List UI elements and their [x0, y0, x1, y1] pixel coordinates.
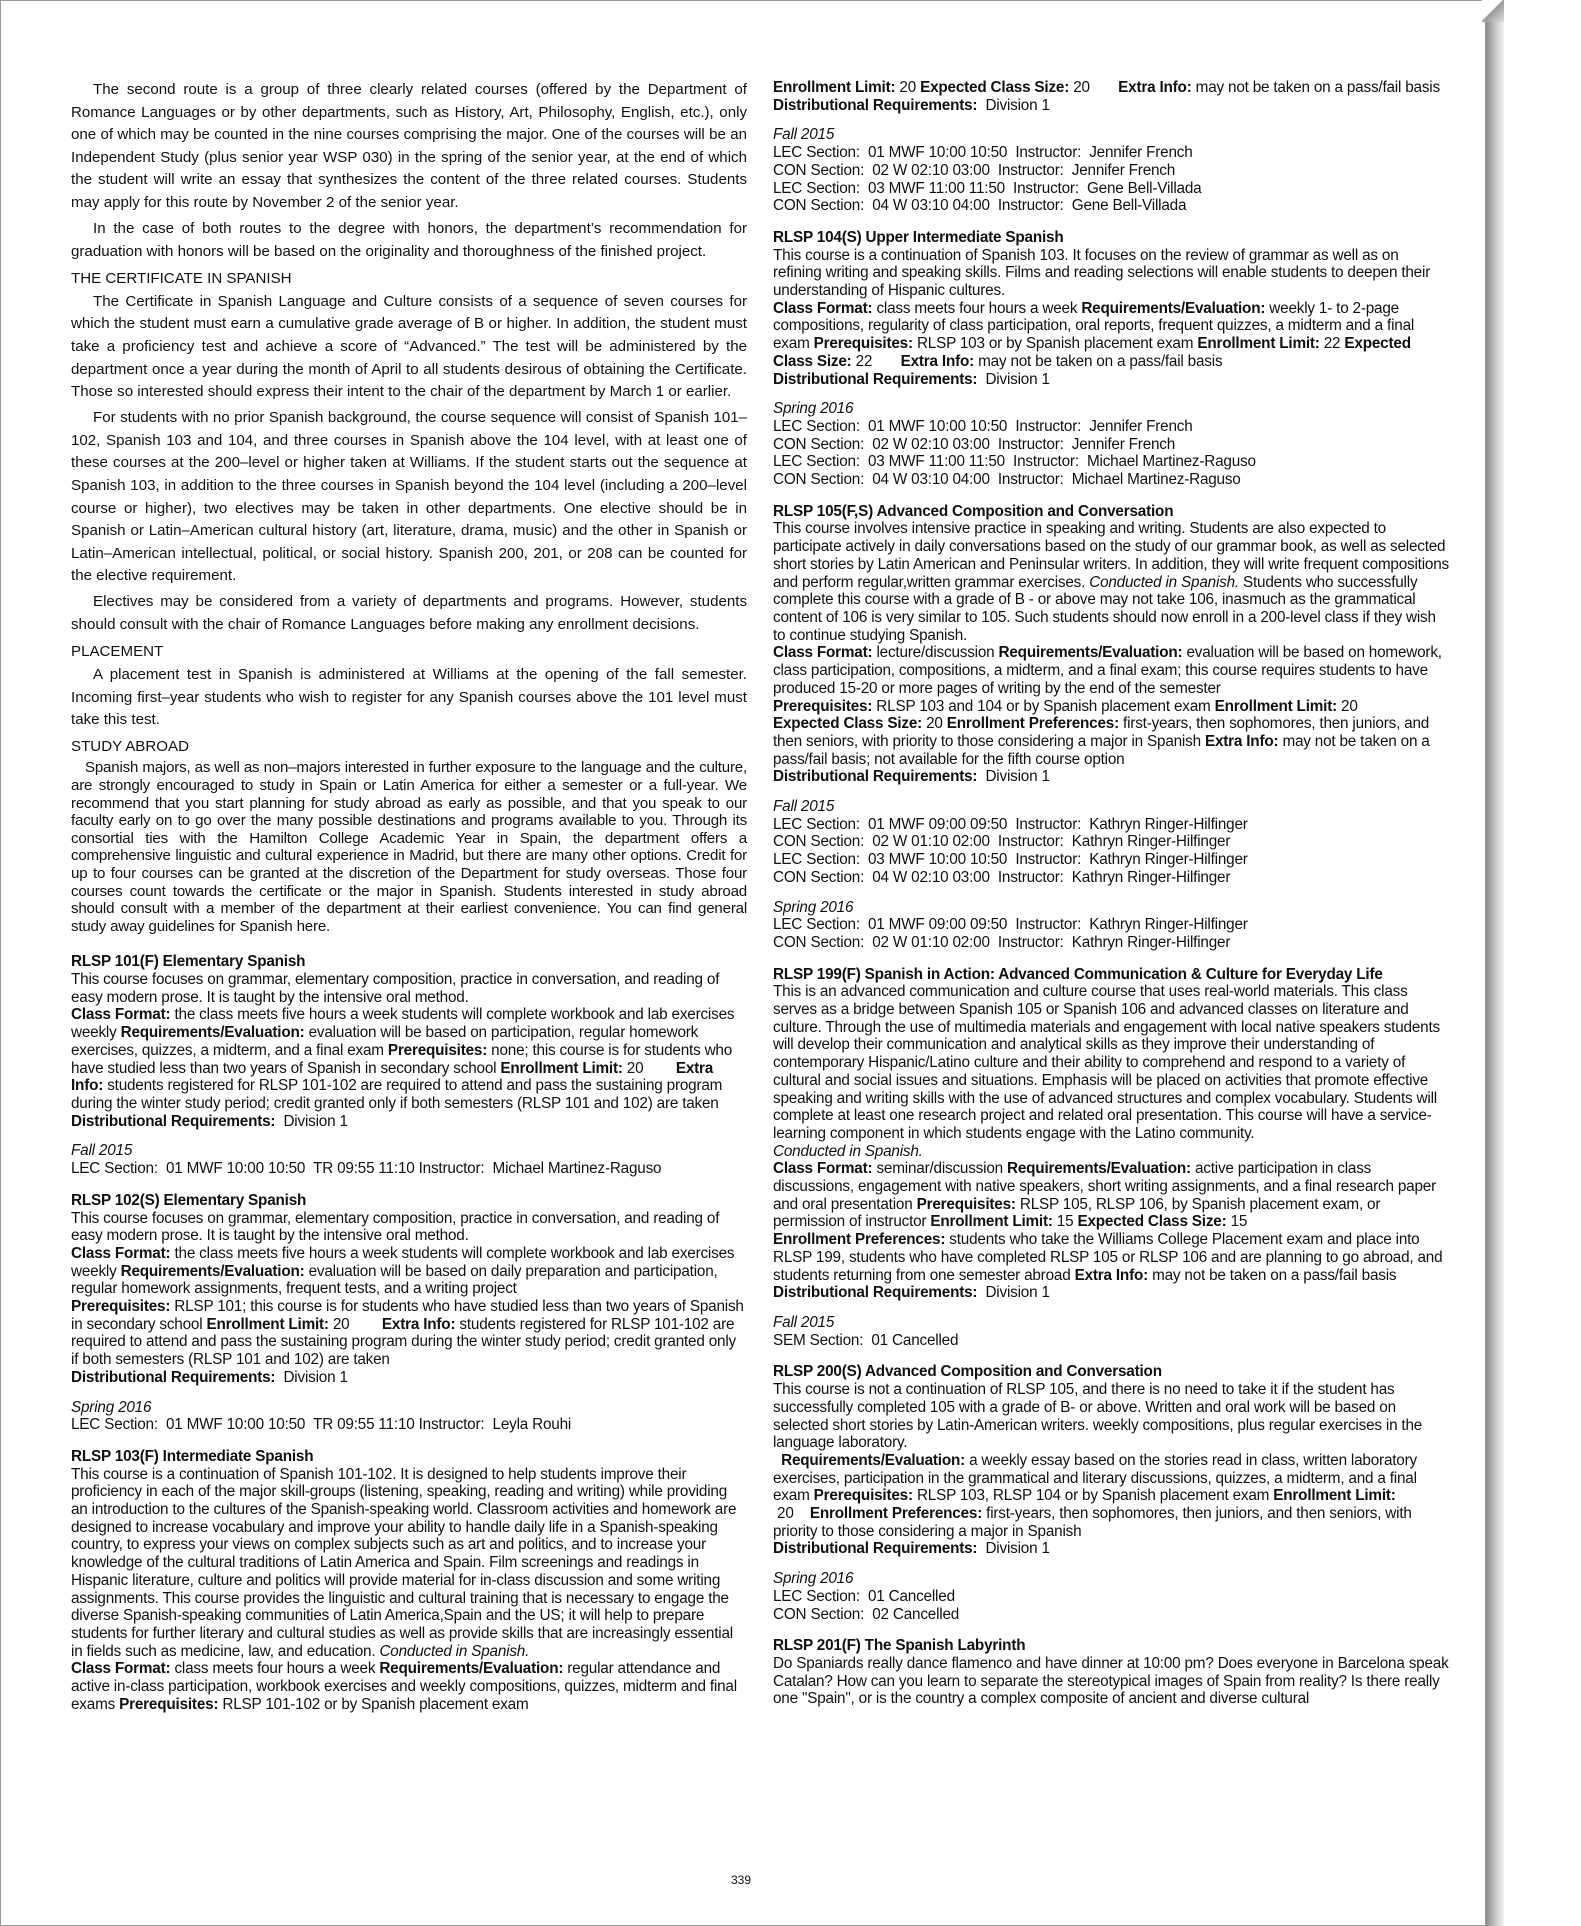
section-line: LEC Section: 01 MWF 09:00 09:50 Instructor: Kathryn Ringer-Hilfinger: [773, 916, 1248, 934]
label-requirements: Requirements/Evaluation:: [379, 1660, 564, 1678]
course-rlsp-103: [71, 1448, 747, 1714]
course-details: [71, 1210, 747, 1387]
value-prerequisites: RLSP 103, RLSP 104 or by Spanish placement exam: [912, 1487, 1274, 1505]
course-details: [773, 520, 1449, 786]
label-distributional: Distributional Requirements:: [773, 96, 978, 114]
value-prerequisites: RLSP 103 and 104 or by Spanish placement exam: [872, 697, 1215, 715]
label-distributional: Distributional Requirements:: [773, 1284, 978, 1302]
label-requirements: Requirements/Evaluation:: [998, 644, 1183, 662]
label-class-format: Class Format:: [71, 1244, 171, 1262]
label-extra-info: Extra Info:: [1118, 79, 1192, 96]
conducted-in-spanish: Conducted in Spanish.: [1089, 573, 1239, 591]
term-label: Fall 2015: [773, 1314, 835, 1331]
course-description: This course is not a continuation of RLSP 105, and there is no need to take it if the student has successfully completed 105 with a grade of B- or above. Written and oral work will be based on selected short stories by Latin-American writers. weekly compositions, plus regular exercises in the language laboratory.: [773, 1381, 1423, 1452]
value-expected-class-size: 15: [1226, 1213, 1248, 1231]
section-line: CON Section: 02 W 02:10 03:00 Instructor: Jennifer French: [773, 435, 1176, 453]
term-label: Spring 2016: [71, 1398, 152, 1416]
label-extra-info: Extra Info:: [1204, 732, 1279, 750]
section-line: LEC Section: 03 MWF 11:00 11:50 Instructor: Gene Bell-Villada: [773, 179, 1202, 197]
term-label: Fall 2015: [773, 798, 835, 816]
label-expected-class-size: Expected Class Size:: [773, 335, 1411, 370]
label-prerequisites: Prerequisites:: [916, 1195, 1016, 1213]
label-distributional: Distributional Requirements:: [773, 1540, 978, 1558]
label-prerequisites: Prerequisites:: [813, 335, 913, 353]
section-line: SEM Section: 01 Cancelled: [773, 1331, 959, 1349]
value-class-format: lecture/discussion: [872, 644, 999, 662]
value-class-format: the class meets five hours a week students will complete workbook and lab exercises weekly: [71, 1244, 735, 1280]
label-distributional: Distributional Requirements:: [71, 1368, 276, 1386]
value-requirements: a weekly essay based on the stories read in class, written laboratory exercises, participation in the grammatical and literary discussions, quizzes, a midterm, and a final exam: [773, 1451, 1417, 1505]
section-line: CON Section: 02 W 01:10 02:00 Instructor: Kathryn Ringer-Hilfinger: [773, 833, 1231, 851]
value-prerequisites: none; this course is for students who have studied less than two years of Spanish in secondary school: [71, 1041, 733, 1077]
course-details: [773, 1381, 1449, 1558]
course-details: [773, 983, 1449, 1302]
value-class-format: the class meets five hours a week students will complete workbook and lab exercises weekly: [71, 1006, 735, 1042]
course-rlsp-103-continued: [773, 79, 1449, 215]
label-requirements: Requirements/Evaluation:: [1081, 299, 1266, 317]
section-line: CON Section: 02 W 01:10 02:00 Instructor: Kathryn Ringer-Hilfinger: [773, 933, 1231, 951]
course-details: [773, 247, 1449, 389]
section-line: LEC Section: 01 MWF 09:00 09:50 Instructor: Kathryn Ringer-Hilfinger: [773, 815, 1248, 833]
value-class-format: seminar/discussion: [872, 1160, 1007, 1178]
value-enrollment-limit: 20: [328, 1315, 382, 1333]
course-title: RLSP 201(F) The Spanish Labyrinth: [773, 1637, 1026, 1655]
page-number: 339: [731, 1873, 752, 1887]
value-enrollment-limit: 15: [1052, 1213, 1078, 1231]
term-label: Spring 2016: [773, 400, 854, 418]
label-enrollment-limit: Enrollment Limit:: [1273, 1487, 1396, 1505]
label-distributional: Distributional Requirements:: [773, 768, 978, 786]
value-distributional: Division 1: [977, 1540, 1050, 1558]
label-class-format: Class Format:: [773, 1160, 873, 1178]
course-description: Do Spaniards really dance flamenco and have dinner at 10:00 pm? Does everyone in Barcelona speak Catalan? How can you learn to separate the stereotypical images of Spain from reality? Is there really one "Spain", or is the country a complex composite of ancient and diverse cultural: [773, 1654, 1449, 1708]
course-details: [773, 79, 1449, 114]
value-prerequisites: RLSP 101; this course is for students who have studied less than two years of Spanish in secondary school: [71, 1298, 744, 1333]
label-enrollment-preferences: Enrollment Preferences:: [809, 1505, 983, 1523]
course-title: RLSP 105(F,S) Advanced Composition and Conversation: [773, 502, 1174, 520]
label-prerequisites: Prerequisites:: [813, 1487, 913, 1505]
label-class-format: Class Format:: [773, 299, 873, 317]
certificate-paragraph-3: Electives may be considered from a variety of departments and programs. However, students should consult with the chair of Romance Languages before making any enrollment decisions.: [71, 593, 747, 634]
conducted-in-spanish: Conducted in Spanish.: [773, 1142, 923, 1160]
course-details: [71, 971, 747, 1130]
label-distributional: Distributional Requirements:: [773, 370, 978, 388]
label-extra-info: Extra Info:: [381, 1315, 456, 1333]
value-distributional: Division 1: [275, 1368, 348, 1386]
study-abroad-heading: STUDY ABROAD: [71, 738, 189, 756]
value-enrollment-preferences: first-years, then sophomores, then juniors, and then seniors, with priority to those considering a major in Spanish: [773, 1505, 1412, 1540]
label-prerequisites: Prerequisites:: [71, 1298, 171, 1316]
label-enrollment-preferences: Enrollment Preferences:: [946, 715, 1119, 733]
section-line: CON Section: 04 W 03:10 04:00 Instructor: Gene Bell-Villada: [773, 197, 1187, 215]
course-title: RLSP 200(S) Advanced Composition and Conversation: [773, 1363, 1162, 1381]
value-enrollment-limit: 22: [1319, 335, 1345, 353]
label-prerequisites: Prerequisites:: [773, 697, 873, 715]
value-requirements: evaluation will be based on daily preparation and participation, regular homework assignments, frequent tests, and a writing project: [71, 1262, 718, 1298]
label-expected-class-size: Expected Class Size:: [773, 715, 923, 733]
value-requirements: evaluation will be based on participation, regular homework exercises, quizzes, a midterm, and a final exam: [71, 1024, 699, 1059]
honors-route-paragraph: The second route is a group of three clearly related courses (offered by the Department of Romance Languages or by other departments, such as History, Art, Philosophy, English, etc.), only one of which may be counted in the nine courses comprising the major. One of the courses will be an Independent Study (plus senior year WSP 030) in the spring of the senior year, at the end of which the student will write an essay that synthesizes the content of the three related courses. Students may apply for this route by November 2 of the senior year.: [71, 81, 747, 211]
conducted-in-spanish: Conducted in Spanish.: [379, 1642, 530, 1660]
label-expected-class-size: Expected Class Size:: [1077, 1213, 1227, 1231]
course-description: This is an advanced communication and culture course that uses real-world materials. This class serves as a bridge between Spanish 105 or Spanish 106 and advanced classes on literature and culture. Through the use of multimedia materials and engagement with local native speakers students will develop their communication and analytical skills as they improve their understanding of contemporary Hispanic/Latino culture and their ability to comprehend and respond to a variety of cultural and social issues and situations. Emphasis will be placed on activities that promote effective speaking and writing skills with the use of advanced structures and complex vocabulary. Students will complete at least one research project and related oral presentation. This course will have a service-learning component in which students engage with the Latino community.: [773, 983, 1440, 1142]
label-requirements: Requirements/Evaluation:: [781, 1451, 966, 1469]
term-label: Fall 2015: [71, 1142, 133, 1160]
course-rlsp-201: [773, 1637, 1449, 1708]
label-requirements: Requirements/Evaluation:: [120, 1024, 305, 1042]
course-description: This course focuses on grammar, elementary composition, practice in conversation, and reading of easy modern prose. It is taught by the intensive oral method.: [71, 971, 720, 1006]
value-class-format: class meets four hours a week: [872, 299, 1082, 317]
term-label: Spring 2016: [773, 1570, 854, 1588]
certificate-paragraph-2: For students with no prior Spanish background, the course sequence will consist of Spanish 101–102, Spanish 103 and 104, and three courses in Spanish above the 104 level, with at least one of these courses at the 200–level or higher taken at Williams. If the student starts out the sequence at Spanish 103, in addition to the three courses in Spanish beyond the 104 level (including a 200–level course or higher), two electives may be taken in other departments. One elective should be in Spanish or Latin–American cultural history (art, literature, drama, music) and the other in Spanish or Latin–American intellectual, political, or social history. Spanish 200, 201, or 208 can be counted for the elective requirement.: [71, 409, 747, 585]
page-curl: [1482, 0, 1504, 22]
section-line: LEC Section: 01 Cancelled: [773, 1587, 955, 1605]
value-prerequisites: RLSP 105, RLSP 106, by Spanish placement exam, or permission of instructor: [773, 1195, 1381, 1231]
course-description: This course involves intensive practice in speaking and writing. Students are also expected to participate actively in daily conversations based on the study of our grammar book, as well as selected short stories by Latin American and Peninsular writers. In addition, they will write frequent compositions and perform regular,written grammar exercises.: [773, 520, 1449, 591]
value-enrollment-limit: 20: [895, 79, 921, 96]
value-extra-info: may not be taken on a pass/fail basis: [1191, 79, 1440, 96]
course-title: RLSP 103(F) Intermediate Spanish: [71, 1447, 314, 1465]
right-column: [773, 79, 1449, 1722]
value-distributional: Division 1: [977, 1284, 1050, 1302]
label-enrollment-limit: Enrollment Limit:: [773, 79, 896, 96]
page-edge-shadow: [1486, 6, 1504, 1926]
value-extra-info: may not be taken on a pass/fail basis: [1148, 1266, 1397, 1284]
section-line: LEC Section: 01 MWF 10:00 10:50 TR 09:55 11:10 Instructor: Leyla Rouhi: [71, 1416, 572, 1434]
course-rlsp-105: [773, 503, 1449, 952]
value-extra-info: may not be taken on a pass/fail basis: [974, 352, 1223, 370]
value-class-format: class meets four hours a week: [170, 1660, 380, 1678]
section-line: CON Section: 04 W 03:10 04:00 Instructor: Michael Martinez-Raguso: [773, 471, 1241, 489]
course-title: RLSP 199(F) Spanish in Action: Advanced Communication & Culture for Everyday Life: [773, 965, 1383, 983]
left-column: [71, 79, 747, 1728]
course-description: This course is a continuation of Spanish 103. It focuses on the review of grammar as well as on refining writing and speaking skills. Films and reading selections will enable students to deepen their understanding of Hispanic cultures.: [773, 246, 1431, 300]
value-distributional: Division 1: [977, 96, 1050, 114]
value-requirements: weekly 1- to 2-page compositions, regularity of class participation, oral reports, frequent quizzes, a midterm and a final exam: [773, 299, 1415, 353]
course-rlsp-102: [71, 1192, 747, 1434]
label-enrollment-limit: Enrollment Limit:: [1197, 335, 1320, 353]
value-enrollment-limit: 20: [773, 1505, 810, 1523]
section-line: LEC Section: 01 MWF 10:00 10:50 Instructor: Jennifer French: [773, 417, 1193, 435]
label-enrollment-limit: Enrollment Limit:: [500, 1059, 623, 1077]
certificate-heading: THE CERTIFICATE IN SPANISH: [71, 269, 292, 287]
section-line: CON Section: 02 Cancelled: [773, 1605, 960, 1623]
certificate-paragraph-1: The Certificate in Spanish Language and Culture consists of a sequence of seven courses for which the student must earn a cumulative grade average of B or higher. In addition, the student must take a proficiency test and achieve a score of “Advanced.” The test will be administered by the department once a year during the month of April to all students desirous of obtaining the Certificate. Those so interested should express their intent to the chair of the department by March 1 or earlier.: [71, 292, 747, 401]
label-prerequisites: Prerequisites:: [387, 1041, 488, 1059]
course-description: This course focuses on grammar, elementary composition, practice in conversation, and reading of easy modern prose. It is taught by the intensive oral method.: [71, 1209, 720, 1245]
label-enrollment-preferences: Enrollment Preferences:: [773, 1231, 946, 1249]
value-enrollment-preferences: first-years, then sophomores, then juniors, and then seniors, with priority to those considering a major in Spanish: [773, 715, 1430, 750]
value-distributional: Division 1: [977, 370, 1050, 388]
value-enrollment-limit: 20: [622, 1059, 676, 1077]
value-requirements: active participation in class discussions, engagement with native speakers, short writing assignments, and a final research paper and oral presentation: [773, 1160, 1436, 1213]
course-rlsp-199: [773, 966, 1449, 1350]
value-enrollment-preferences: students who take the Williams College Placement exam and place into RLSP 199, students who have completed RLSP 105 or RLSP 106 and are planning to go abroad, and students returning from one semester abroad: [773, 1231, 1443, 1284]
value-expected-class-size: 22: [851, 352, 901, 370]
value-expected-class-size: 20: [1069, 79, 1119, 96]
value-distributional: Division 1: [977, 768, 1050, 786]
value-distributional: Division 1: [275, 1112, 348, 1130]
course-details: [71, 1466, 747, 1714]
course-description-cont: Students who successfully complete this course with a grade of B - or above may not take 106, inasmuch as the grammatical content of 106 is very similar to 105. Such students should now enroll in a 200-level class if they wish to continue studying Spanish.: [773, 573, 1436, 644]
course-rlsp-104: [773, 229, 1449, 489]
value-extra-info: may not be taken on a pass/fail basis; not available for the fifth course option: [773, 732, 1430, 768]
label-extra-info: Extra Info:: [1074, 1266, 1149, 1284]
label-class-format: Class Format:: [71, 1006, 171, 1024]
term-label: Fall 2015: [773, 126, 835, 144]
value-enrollment-limit: 20: [1336, 697, 1362, 715]
label-extra-info: Extra Info:: [900, 352, 975, 370]
label-distributional: Distributional Requirements:: [71, 1112, 276, 1130]
label-expected-class-size: Expected Class Size:: [920, 79, 1070, 96]
course-title: RLSP 102(S) Elementary Spanish: [71, 1191, 307, 1209]
section-line: LEC Section: 03 MWF 10:00 10:50 Instructor: Kathryn Ringer-Hilfinger: [773, 851, 1248, 869]
label-prerequisites: Prerequisites:: [119, 1695, 219, 1713]
value-prerequisites: RLSP 101-102 or by Spanish placement exam: [218, 1695, 529, 1713]
label-enrollment-limit: Enrollment Limit:: [1214, 697, 1337, 715]
course-title: RLSP 104(S) Upper Intermediate Spanish: [773, 228, 1064, 246]
label-enrollment-limit: Enrollment Limit:: [930, 1213, 1053, 1231]
placement-paragraph: A placement test in Spanish is administered at Williams at the opening of the fall semester. Incoming first–year students who wish to register for any Spanish courses above the 101 level must take this test.: [71, 666, 747, 729]
section-line: CON Section: 04 W 02:10 03:00 Instructor: Kathryn Ringer-Hilfinger: [773, 868, 1231, 886]
honors-recommendation-paragraph: In the case of both routes to the degree with honors, the department’s recommendation for graduation with honors will be based on the originality and thoroughness of the finished project.: [71, 220, 747, 260]
section-line: LEC Section: 03 MWF 11:00 11:50 Instructor: Michael Martinez-Raguso: [773, 453, 1256, 471]
label-extra-info: Extra Info:: [71, 1059, 714, 1095]
section-line: LEC Section: 01 MWF 10:00 10:50 TR 09:55 11:10 Instructor: Michael Martinez-Raguso: [71, 1160, 662, 1178]
value-expected-class-size: 20: [922, 715, 947, 733]
value-extra-info: students registered for RLSP 101-102 are required to attend and pass the sustaining program during the winter study period; credit granted only if both semesters (RLSP 101 and 102) are taken: [71, 1077, 723, 1112]
value-prerequisites: RLSP 103 or by Spanish placement exam: [912, 335, 1198, 353]
placement-heading: PLACEMENT: [71, 643, 164, 661]
value-extra-info: students registered for RLSP 101-102 are required to attend and pass the sustaining program during the winter study period; credit granted only if both semesters (RLSP 101 and 102) are taken: [71, 1315, 736, 1369]
course-rlsp-101: [71, 953, 747, 1177]
label-requirements: Requirements/Evaluation:: [1007, 1160, 1191, 1178]
course-title: RLSP 101(F) Elementary Spanish: [71, 953, 306, 971]
section-line: CON Section: 02 W 02:10 03:00 Instructor: Jennifer French: [773, 161, 1176, 179]
course-description: This course is a continuation of Spanish 101-102. It is designed to help students improve their proficiency in each of the major skill-groups (listening, speaking, reading and writing) while providing an introduction to the cultures of the Spanish-speaking world. Classroom activities and homework are designed to increase vocabulary and improve your ability to handle daily life in a Spanish-speaking country, to express your views on complex subjects such as art and politics, and to increase your knowledge of the cultural traditions of Latin America and Spain. Film screenings and readings in Hispanic literature, culture and politics will provide material for in-class discussion and some writing assignments. This course provides the linguistic and cultural training that is necessary to engage the diverse Spanish-speaking communities of Latin America,Spain and the US; it will help to prepare students for further literary and cultural studies as well as provide skills that are increasingly essential in fields such as medicine, law, and education.: [71, 1465, 737, 1660]
label-enrollment-limit: Enrollment Limit:: [206, 1315, 329, 1333]
label-class-format: Class Format:: [71, 1660, 171, 1678]
value-requirements: evaluation will be based on homework, class participation, compositions, a midterm, and a final exam; this course requires students to have produced 15-20 or more pages of writing by the end of the semester: [773, 644, 1442, 697]
label-requirements: Requirements/Evaluation:: [120, 1262, 305, 1280]
term-label: Spring 2016: [773, 898, 854, 916]
section-line: LEC Section: 01 MWF 10:00 10:50 Instructor: Jennifer French: [773, 144, 1193, 162]
value-requirements: regular attendance and active in-class participation, workbook exercises and weekly compositions, quizzes, midterm and final exams: [71, 1660, 737, 1713]
label-class-format: Class Format:: [773, 644, 873, 662]
study-abroad-paragraph: Spanish majors, as well as non–majors interested in further exposure to the language and the culture, are strongly encouraged to study in Spain or Latin America for either a semester or a full-year. We recommend that you start planning for study abroad as early as possible, and that you speak to our faculty early on to go over the many possible destinations and programs available to you. Through its consortial ties with the Hamilton College Academic Year in Spain, the department offers a comprehensive linguistic and cultural experience in Madrid, but there are many other options. Credit for up to four courses can be granted at the discretion of the Department for study overseas. Those four courses count towards the certificate or the major in Spanish. Students interested in study abroad should consult with a member of the department at their earliest convenience. You can find general study away guidelines for Spanish here.: [71, 759, 747, 935]
course-rlsp-200: [773, 1363, 1449, 1623]
